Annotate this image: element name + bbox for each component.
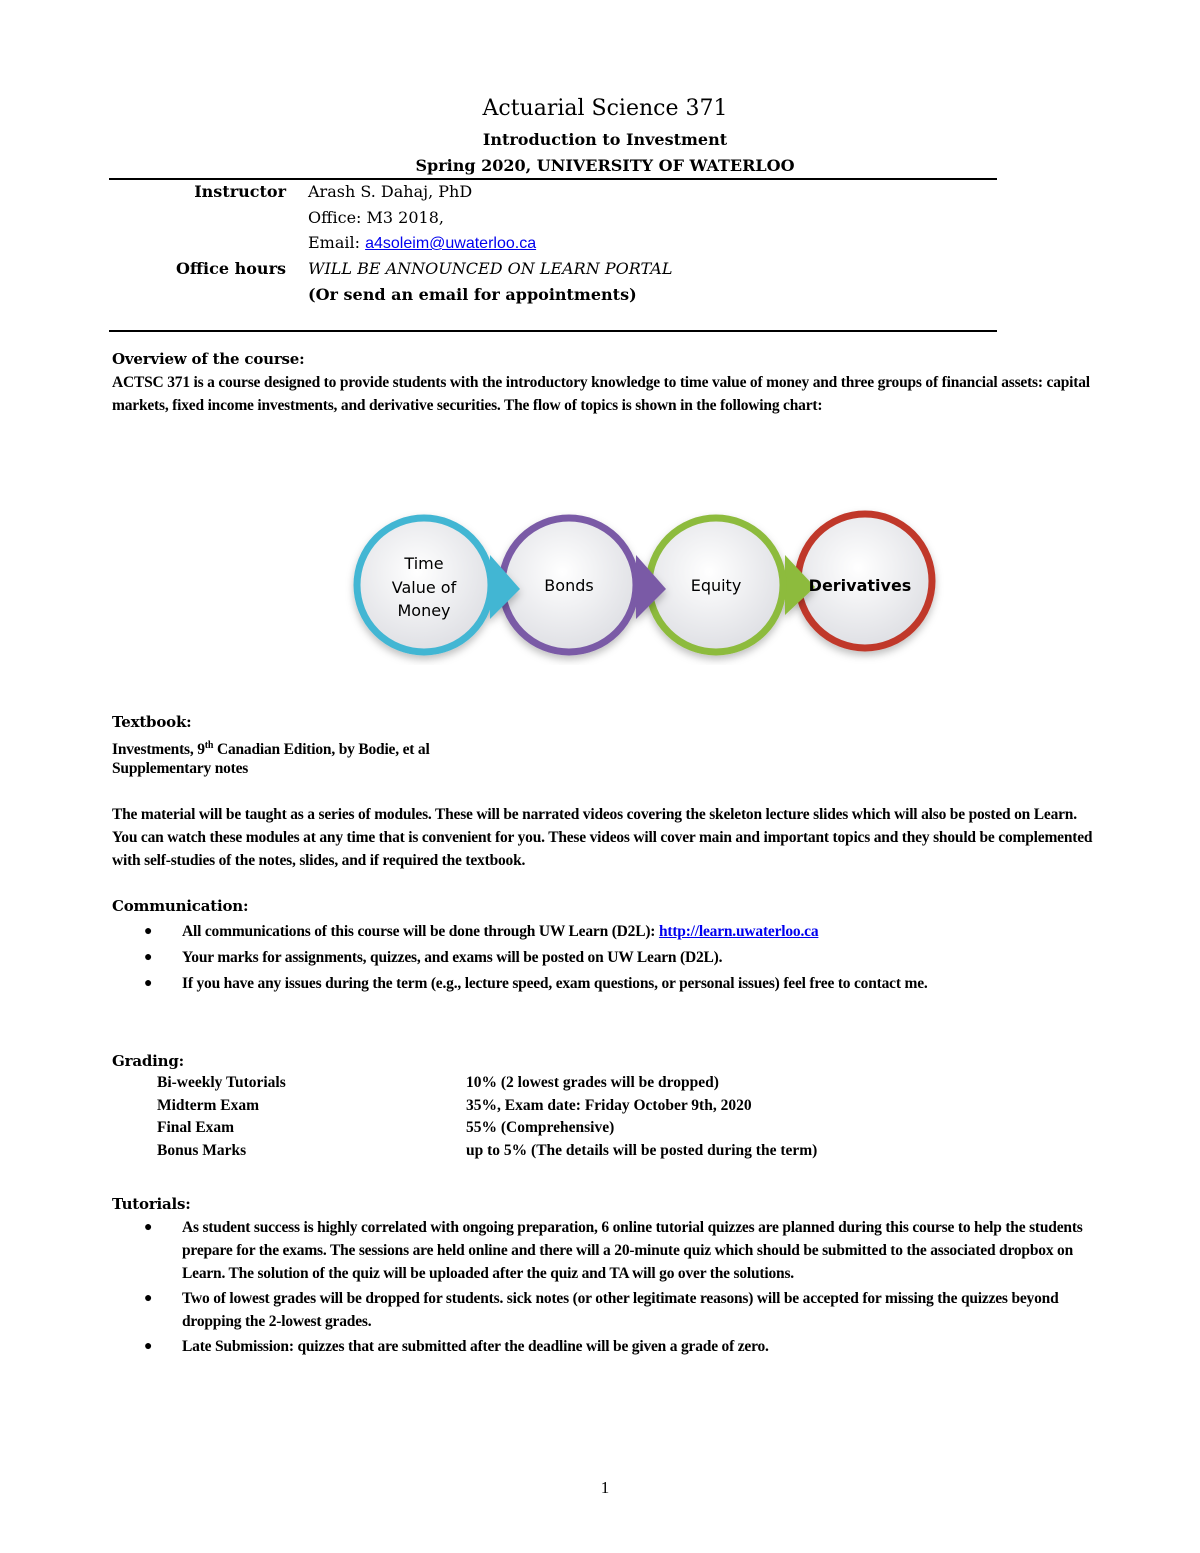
flow-label-time-3: Money [397,601,451,620]
page-number: 1 [600,1478,610,1497]
list-item: ● Late Submission: quizzes that are submitted after the deadline will be given a grade of zero. [144,1338,769,1355]
grading-item-final: Final Exam [157,1119,235,1136]
course-title: Actuarial Science 371 [482,96,728,121]
office-hours-value: WILL BE ANNOUNCED ON LEARN PORTAL [308,259,673,278]
office-hours-note: (Or send an email for appointments) [308,285,637,304]
overview-heading: Overview of the course: [112,350,305,368]
instructor-label: Instructor [194,182,286,201]
grading-heading: Grading: [112,1052,184,1070]
textbook-title-sup: th [204,740,214,751]
communication-item-2-text: Your marks for assignments, quizzes, and exams will be posted on UW Learn (D2L). [182,949,723,966]
overview-text: ACTSC 371 is a course designed to provide students with the introductory knowledge to time value of money and three groups of financial assets: capital markets, fixed income investments, and derivative securities. The flow of topics is shown in the following chart: [112,374,1090,414]
learn-link[interactable]: http://learn.uwaterloo.ca [658,923,819,940]
flow-label-bonds: Bonds [544,576,594,595]
grading-item-tutorials: Bi-weekly Tutorials [157,1074,286,1091]
tutorial-item-3-text: Late Submission: quizzes that are submitted after the deadline will be given a grade of zero. [182,1338,769,1355]
grading-value-midterm: 35%, Exam date: Friday October 9th, 2020 [466,1097,752,1114]
grading-value-final: 55% (Comprehensive) [466,1119,615,1136]
tutorials-heading: Tutorials: [112,1195,191,1213]
tutorial-item-1-text: As student success is highly correlated with ongoing preparation, 6 online tutorial quizzes are planned during this course to help the students prepare for the exams. The sessions are held online and there will a 20-minute quiz which should be submitted to the associated dropbox on Learn. The solution of the quiz will be uploaded after the quiz and TA will go over the solutions. [182,1219,1083,1282]
office-hours-label: Office hours [175,259,286,278]
list-item: ● If you have any issues during the term (e.g., lecture speed, exam questions, or personal issues) feel free to contact me. [144,975,928,992]
communication-item-1-text: All communications of this course will be done through UW Learn (D2L): [182,923,659,940]
header-rule-top [109,178,997,180]
communication-heading: Communication: [112,897,249,915]
grading-value-bonus: up to 5% (The details will be posted during the term) [466,1142,818,1159]
office-location: Office: M3 2018, [308,208,444,227]
grading-value-tutorials: 10% (2 lowest grades will be dropped) [466,1074,719,1091]
flow-label-time-2: Value of [391,578,457,597]
flow-label-equity: Equity [690,576,742,595]
textbook-title-pre: Investments, 9 [112,741,205,759]
flow-label-derivatives: Derivatives [808,576,912,595]
instructor-name: Arash S. Dahaj, PhD [308,182,473,201]
textbook-heading: Textbook: [112,713,192,731]
grading-item-bonus: Bonus Marks [157,1142,247,1159]
list-item: ● As student success is highly correlated with ongoing preparation, 6 online tutorial quizzes are planned during this course to help the students prepare for the exams. The sessions are held online and there will a 20-minute quiz which should be submitted to the associated dropbox on Learn. The solution of the quiz will be uploaded after the quiz and TA will go over the solutions. [144,1219,1083,1282]
topic-flow-diagram [340,505,950,665]
communication-list [142,920,1112,995]
email-line [308,233,536,253]
tutorial-item-2-text: Two of lowest grades will be dropped for students. sick notes (or other legitimate reasons) will be accepted for missing the quizzes beyond dropping the 2-lowest grades. [182,1290,1059,1330]
textbook-supplementary: Supplementary notes [112,760,249,777]
textbook-title-post: Canadian Edition, by Bodie, et al [213,741,430,759]
header-rule-bottom [109,330,997,332]
flow-label-time-1: Time [404,554,444,573]
course-term: Spring 2020, UNIVERSITY OF WATERLOO [415,156,795,175]
list-item: ● All communications of this course will be done through UW Learn (D2L): http://learn.uwaterloo.ca [144,923,819,940]
list-item: ● Two of lowest grades will be dropped for students. sick notes (or other legitimate reasons) will be accepted for missing the quizzes beyond dropping the 2-lowest grades. [144,1290,1059,1330]
material-text: The material will be taught as a series of modules. These will be narrated videos covering the skeleton lecture slides which will also be posted on Learn. You can watch these modules at any time that is convenient for you. These videos will cover main and important topics and they should be complemented with self-studies of the notes, slides, and if required the textbook. [112,806,1093,869]
tutorials-list [142,1216,1112,1358]
course-subtitle: Introduction to Investment [482,130,728,149]
email-link[interactable]: a4soleim@uwaterloo.ca [365,235,537,252]
email-label: Email: [308,233,366,252]
list-item: ● Your marks for assignments, quizzes, and exams will be posted on UW Learn (D2L). [144,949,723,966]
communication-item-3-text: If you have any issues during the term (e.g., lecture speed, exam questions, or personal issues) feel free to contact me. [182,975,928,992]
grading-item-midterm: Midterm Exam [157,1097,260,1114]
